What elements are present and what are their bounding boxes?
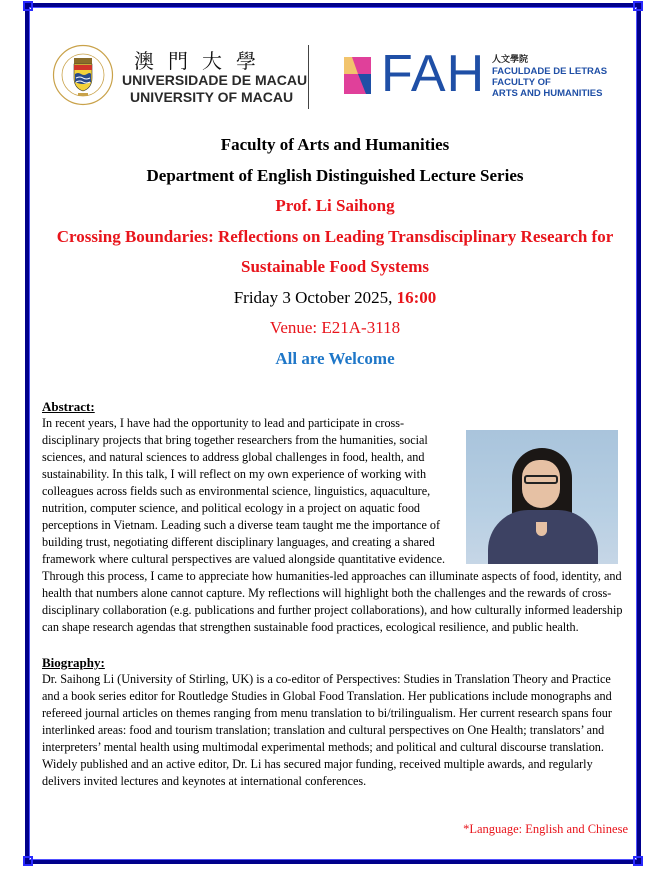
photo-blouse <box>488 510 598 564</box>
um-chinese-name: 澳門大學 <box>134 49 270 73</box>
event-date-time <box>40 283 630 314</box>
welcome-note: All are Welcome <box>275 348 395 368</box>
event-venue: Venue: E21A-3118 <box>269 318 401 337</box>
event-title-block <box>40 130 630 374</box>
um-portuguese-name: UNIVERSIDADE DE MACAU <box>122 72 308 88</box>
fah-name-block <box>492 55 607 99</box>
border-corner-ornament <box>23 856 33 866</box>
fah-wordmark: FAH <box>381 45 486 103</box>
talk-title-line-1: Crossing Boundaries: Reflections on Leading Transdisciplinary Research for <box>56 226 614 246</box>
border-corner-ornament <box>633 1 643 11</box>
biography-heading: Biography: <box>42 655 105 670</box>
abstract-text: In recent years, I have had the opportunity to lead and participate in cross-disciplinary projects that bring together researchers from the humanities, social sciences, and natural sciences to address global challenges in food, health, and sustainability. In this talk, I will reflect on my own experience of working with colleagues across fields such as environmental science, linguistics, aquaculture, nutrition, computer science, and political ecology in a project on aquatic food perceptions in Vietnam. Leading such a diverse team taught me the importance of building trust, negotiating different disciplinary languages, and creating a shared framework where cultural perspectives are valued alongside quantitative evidence. Through this process, I came to appreciate how humanities-led approaches can illuminate aspects of food, identity, and health that numbers alone cannot capture. My reflections will highlight both the challenges and the rewards of cross-disciplinary collaboration (e.g. publications and further project collaborations), and how culturally informed leadership can shape research agendas that strengthen sustainable food practices, ecological resilience, and public health. <box>42 416 623 634</box>
language-note: *Language: English and Chinese <box>463 822 628 836</box>
photo-face <box>522 460 560 508</box>
biography-text: Dr. Saihong Li (University of Stirling, UK) is a co-editor of Perspectives: Studies in Translation Theory and Practice and a book series editor for Routledge Studies in Global Food Translation. Her publications include monographs and refereed journal articles on themes ranging from menu translation to bi/trilingualism. Her current research spans four interlinked areas: food and tourism translation; translation and cultural perspectives on One Health; translators’ and interpreters’ mental health using multimodal experimental methods; and political and cultural discourse translation. Widely published and an active editor, Dr. Li has secured major funding, received multiple awards, and regularly delivers invited lectures and keynotes at international conferences. <box>42 672 612 788</box>
fah-portuguese-name: FACULDADE DE LETRAS <box>492 66 608 77</box>
um-english-name: UNIVERSITY OF MACAU <box>130 89 294 105</box>
event-date: Friday 3 October 2025, <box>233 287 397 307</box>
photo-neckline <box>536 522 547 536</box>
logo-divider <box>308 45 309 109</box>
lecture-series-title: Department of English Distinguished Lecture Series <box>146 165 524 185</box>
event-time: 16:00 <box>396 287 437 307</box>
talk-title-line-2: Sustainable Food Systems <box>241 257 429 276</box>
speaker-name: Prof. Li Saihong <box>275 196 395 215</box>
faculty-title: Faculty of Arts and Humanities <box>220 135 450 154</box>
fah-logo-mark-icon <box>344 57 371 94</box>
fah-chinese-name: 人文學院 <box>492 55 529 65</box>
fah-english-name-1: FACULTY OF <box>492 77 551 88</box>
border-corner-ornament <box>23 1 33 11</box>
abstract-heading: Abstract: <box>42 399 95 414</box>
university-name-block <box>122 50 307 106</box>
border-corner-ornament <box>633 856 643 866</box>
fah-english-name-2: ARTS AND HUMANITIES <box>492 88 603 99</box>
lecture-details <box>42 398 630 790</box>
header-logos <box>40 40 630 115</box>
photo-glasses <box>524 475 558 484</box>
university-of-macau-crest-icon <box>52 44 114 106</box>
speaker-photo <box>466 430 618 564</box>
